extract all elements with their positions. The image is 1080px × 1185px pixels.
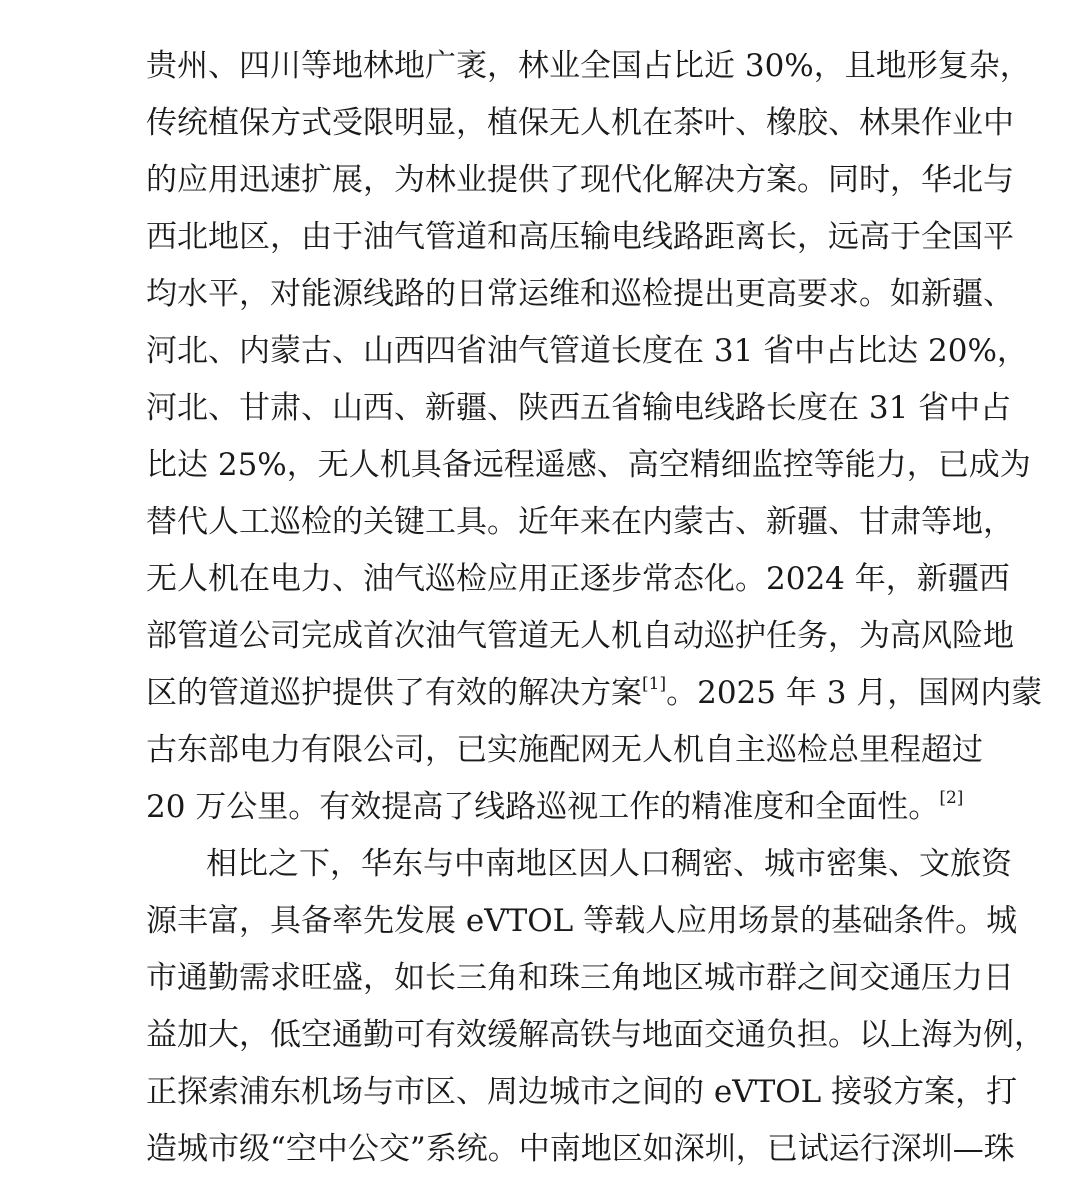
footnote-ref: [2] (939, 788, 964, 808)
text-line: 益加大，低空通勤可有效缓解高铁与地面交通负担。以上海为例， (146, 1017, 1045, 1053)
line-text: 20 万公里。有效提高了线路巡视工作的精准度和全面性。 (146, 789, 940, 825)
text-line: 无人机在电力、油气巡检应用正逐步常态化。2024 年，新疆西 (146, 561, 1010, 597)
text-line: 河北、甘肃、山西、新疆、陕西五省输电线路长度在 31 省中占 (146, 390, 1012, 426)
text-line: 造城市级“空中公交”系统。中南地区如深圳，已试运行深圳—珠 (146, 1131, 1015, 1167)
text-line: 市通勤需求旺盛，如长三角和珠三角地区城市群之间交通压力日 (146, 960, 1014, 996)
text-line: 替代人工巡检的关键工具。近年来在内蒙古、新疆、甘肃等地， (146, 504, 1014, 540)
text-line: 的应用迅速扩展，为林业提供了现代化解决方案。同时，华北与 (146, 162, 1014, 198)
line-text: 区的管道巡护提供了有效的解决方案 (146, 675, 642, 711)
text-line: 传统植保方式受限明显，植保无人机在茶叶、橡胶、林果作业中 (146, 105, 1014, 141)
text-line (146, 782, 964, 832)
text-line: 贵州、四川等地林地广袤，林业全国占比近 30%，且地形复杂， (146, 48, 1031, 84)
text-line (146, 668, 1043, 718)
text-line: 古东部电力有限公司，已实施配网无人机自主巡检总里程超过 (146, 732, 983, 768)
text-line: 源丰富，具备率先发展 eVTOL 等载人应用场景的基础条件。城 (146, 903, 1018, 939)
text-line: 均水平，对能源线路的日常运维和巡检提出更高要求。如新疆、 (146, 276, 1014, 312)
text-line: 相比之下，华东与中南地区因人口稠密、城市密集、文旅资 (206, 846, 1012, 882)
text-line: 部管道公司完成首次油气管道无人机自动巡护任务，为高风险地 (146, 618, 1014, 654)
text-line: 正探索浦东机场与市区、周边城市之间的 eVTOL 接驳方案，打 (146, 1074, 1018, 1110)
footnote-ref: [1] (642, 674, 667, 694)
text-line: 比达 25%，无人机具备远程遥感、高空精细监控等能力，已成为 (146, 447, 1031, 483)
text-line: 河北、内蒙古、山西四省油气管道长度在 31 省中占比达 20%， (146, 333, 1028, 369)
line-text-after: 。2025 年 3 月，国网内蒙 (666, 675, 1043, 711)
text-line: 西北地区，由于油气管道和高压输电线路距离长，远高于全国平 (146, 219, 1014, 255)
